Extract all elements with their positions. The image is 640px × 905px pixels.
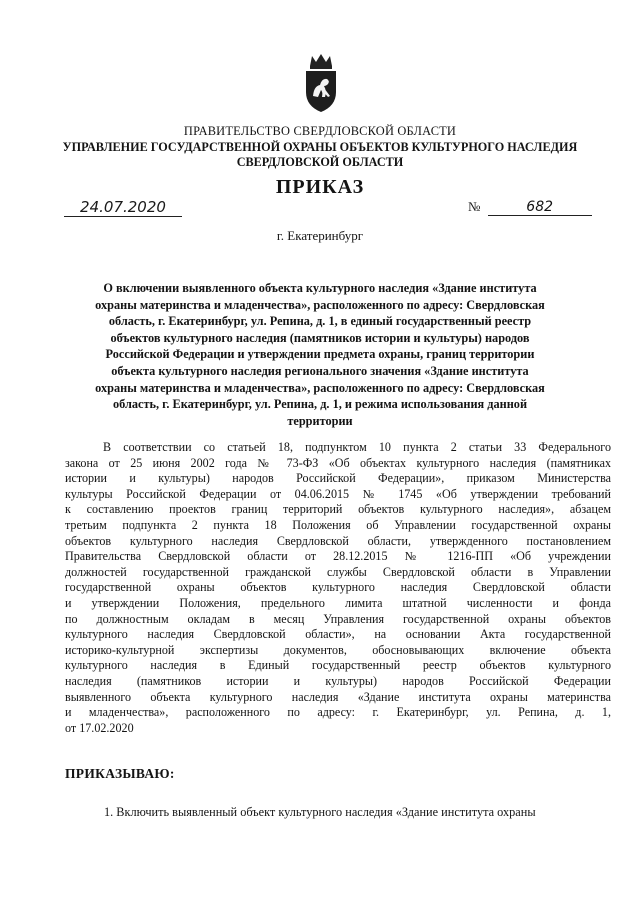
heading-line: О включении выявленного объекта культурного наследия «Здание института [103, 281, 537, 295]
body-line: выявленного объекта культурного наследия «Здание института охраны материнства [65, 689, 611, 704]
body-line: от 17.02.2020 [65, 720, 134, 735]
heading-line: объектов культурного наследия (памятников истории и культуры) народов [110, 330, 530, 345]
city: г. Екатеринбург [276, 228, 364, 243]
heading-line: охраны материнства и младенчества», расположенного по адресу: Свердловская [95, 380, 545, 395]
document-type: ПРИКАЗ [275, 176, 365, 198]
heading-line: охраны материнства и младенчества», расположенного по адресу: Свердловская [95, 297, 545, 312]
body-line: и младенчества», расположенного по адресу: г. Екатеринбург, ул. Репина, д. 1, [65, 705, 611, 720]
heading-line: территории [287, 413, 353, 428]
body-line: культурного наследия в Единый государственный реестр объектов культурного [65, 658, 611, 673]
body-line: культуры Российской Федерации от 04.06.2015 № 1745 «Об утверждении требований [65, 486, 611, 501]
body-line: наследия (памятников истории и культуры) народов Российской Федерации [65, 673, 611, 688]
body-line: к составлению проектов границ территорий объектов культурного наследия», абзацем [65, 502, 611, 517]
body-line: историко-культурной экспертизы документов, обосновывающих включение объекта [65, 642, 611, 657]
government-name: ПРАВИТЕЛЬСТВО СВЕРДЛОВСКОЙ ОБЛАСТИ [183, 124, 457, 138]
preamble-paragraph [65, 440, 611, 736]
order-directive: ПРИКАЗЫВАЮ: [65, 766, 175, 781]
body-line: закона от 25 июня 2002 года № 73-ФЗ «Об объектах культурного наследия (памятниках [65, 455, 611, 470]
order-item-1: 1. Включить выявленный объект культурного наследия «Здание института охраны [104, 805, 536, 819]
handwritten-number: 682 [488, 199, 592, 216]
handwritten-date: 24.07.2020 [64, 198, 182, 217]
body-line: третьим подпункта 2 пункта 18 Положения об Управлении государственной охраны [65, 517, 611, 532]
order-heading [74, 280, 566, 429]
body-line: объектов культурного наследия Свердловской области, утвержденного постановлением [65, 533, 611, 548]
body-line: культурного наследия Свердловской области», на основании Акта государственной [65, 627, 611, 642]
body-line: государственной охраны объектов культурного наследия Свердловской области [65, 580, 611, 595]
heading-line: объекта культурного наследия регионального значения «Здание института [111, 363, 529, 378]
body-line: истории и культуры) народов Российской Федерации», приказом Министерства [65, 471, 611, 486]
department-line: СВЕРДЛОВСКОЙ ОБЛАСТИ [236, 155, 404, 169]
order-number [468, 199, 592, 216]
body-line: по должностным окладам в месяц Управления государственной охраны объектов [65, 611, 611, 626]
heading-line: область, г. Екатеринбург, ул. Репина, д. 1, в единый государственный реестр [108, 314, 532, 329]
body-line: В соответствии со статьей 18, подпунктом 10 пункта 2 статьи 33 Федерального [103, 440, 611, 454]
body-line: должностей государственной гражданской службы Свердловской области в Управлении [65, 564, 611, 579]
coat-of-arms-icon [300, 52, 342, 114]
body-line: и утверждении Положения, предельного лимита штатной численности и фонда [65, 595, 611, 610]
department-name [40, 140, 600, 170]
number-label: № [468, 199, 481, 214]
heading-line: Российской Федерации и утверждении предмета охраны, границ территории [105, 347, 535, 362]
department-line: УПРАВЛЕНИЕ ГОСУДАРСТВЕННОЙ ОХРАНЫ ОБЪЕКТОВ КУЛЬТУРНОГО НАСЛЕДИЯ [62, 140, 578, 154]
heading-line: область, г. Екатеринбург, ул. Репина, д. 1, и режима использования данной [112, 397, 528, 412]
body-line: Правительства Свердловской области от 28.12.2015 № 1216-ПП «Об учреждении [65, 549, 611, 564]
